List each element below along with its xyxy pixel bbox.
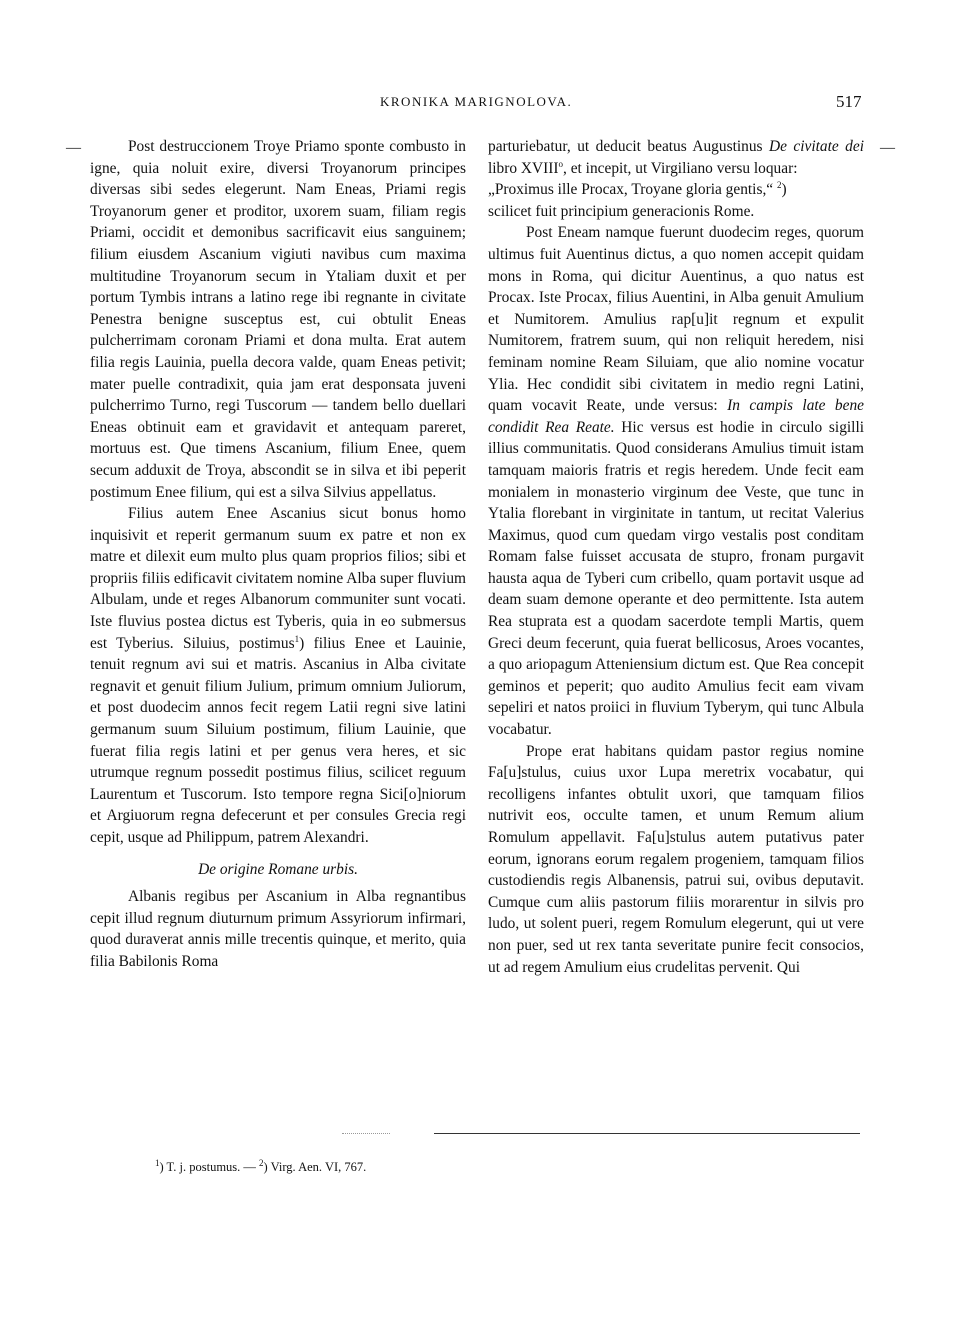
verse-quote-close: ): [781, 181, 787, 199]
paragraph-scilicet: scilicet fuit principium generacionis Rome.: [488, 202, 755, 220]
footnote-separator-short: [342, 1133, 390, 1134]
paragraph-reges: [488, 222, 864, 740]
footnote-2-mark: 2: [259, 1157, 264, 1168]
paragraph-ascanius: [90, 503, 466, 849]
verse-quote: [488, 179, 864, 201]
paragraph-ascanius-text-b: ) filius Enee et Lauinie, tenuit regnum avi sui et matris. Ascanius in Alba civitate regnavit et genuit filium Julium, primum omnium Juliorum, et post duodecim annos fecit regem Latii regni sive latini germanum suum Siluium postimum, filium Lauinie, que fuerat filia regis latini et per genus vera heres, et sic utrumque regnum possedit postimus filius, scilicet reguum Laurentum et Tuscorum. Isto tempore regna Sici[o]niorum et Argiuorum regna defecerunt et per consules Grecia regi cepit, usque ad Philippum, patrem Alexandri.: [90, 634, 467, 846]
footnote-2-text: ) Virg. Aen. VI, 767.: [263, 1160, 367, 1174]
footnote-separator: [434, 1133, 860, 1134]
right-margin-dash: —: [880, 140, 895, 156]
running-title: KRONIKA MARIGNOLOVA.: [380, 94, 573, 109]
footnote-ref-1: 1: [294, 633, 300, 644]
reges-text-b: Hic versus est hodie in circulo sigilli illius communitatis. Quod considerans Amulius timuit istam tamquam maioris fratris et regis heredem. Unde fecit eam monialem in monasterio virginum dee Veste, que tunc in Ytalia florebant in virginitate in tantum, ut recitat Valerius Maximus, quod cum quedam virgo vestalis post conditam Romam false fuisset accusata de stupro, fronam purgavit hausta aqua de Tyberi cum cribello, quam portavit usque ad deam suam demone operante et deo permittente. Ista autem Rea stuprata est a quodam sacerdote templi Martis, quem Greci deum fecerunt, quia fuerat bellicosus, Aroes vocantes, a quo ariopagum Atteniensium dictum est. Que Rea concepit geminos et peperit; quo audito Amulius fecit eam vivam sepeliri et natos proiici in fluvium Tyberym, qui tunc Albula vocabatur.: [488, 418, 864, 739]
right-column: [488, 136, 864, 978]
paragraph-troy: Post destruccionem Troye Priamo sponte combusto in igne, quia noluit exire, diversi Troyanorum principes diversas sibi sedes elegerunt. Nam Eneas, Priami regis Troyanorum gener et proditor, uxorem suam, filiam regis Priami, occidit et demonibus sacrificavit eius sanguinem; filium eiusdem Ascanium vigiuti navibus cum maxima multitudine Troyanorum secum in Ytaliam duxit et per portum Tymbis intrans a latino rege ibi regnante in civitate Penestra benigne susceptus est, cui obtulit Eneas pulcherrimam coronam Priami et dona multa. Erat autem filia regis Lauinia, puella decora valde, quam Eneas petivit; mater puelle contradixit, quia jam erat desponsata juveni pulcherrimo Turno, regi Tuscorum — tandem bello duellari Eneas obtinuit eam et gravidavit et antequam pareret, mortuus est. Que timens Ascanium, filium Enee, quem secum adduxit de Troya, abscondit se in silva et ibi peperit postimum Enee filium, qui est a silva Silvius appellatus.: [90, 138, 466, 501]
footnote-1-mark: 1: [155, 1157, 160, 1168]
reges-text-a: Post Eneam namque fuerunt duodecim reges, quorum ultimus fuit Auentinus dictus, a quo nomen accepit quidam mons in Roma, qui dicitur Auentinus, a quo natus est Procax. Iste Procax, filius Auentini, in Alba genuit Amulium et Numitorem. Amulius rap[u]it regnum et expulit Numitorem, fratrem suum, qui non reliquit heredem, nisi feminam nomine Ream Siluiam, que alio nomine vocatur Ylia. Hec condidit sibi civitatem in medio regni Latini, quam vocavit Reate, unde versus:: [488, 224, 864, 415]
paragraph-faustulus: Prope erat habitans quidam pastor regius nomine Fa[u]stulus, cuius uxor Lupa meretrix vocabatur, qui recolligens infantes obtulit uxori, que tamquam filios nutrivit eos, occulte tamen, et unum Remum alium Romulum appellavit. Fa[u]stulus autem putativus pater eorum, ignorans eorum regalem progeniem, tamquam filios custodiendis regis Albanensis, patrui sui, ovibus deputavit. Cumque cum aliis pastorum filiis morarentur in silvis pro ludo, ut solent pueri, regem Romulum elegerunt, qui ut vere non puer, sed ut rex tanta severitate punire fecit consocios, ut ad regem Amulium eius crudelitas pervenit. Qui: [488, 742, 864, 976]
left-column: [90, 136, 466, 973]
work-title: De civitate dei: [768, 138, 864, 155]
footnote-1-text: ) T. j. postumus. —: [159, 1160, 260, 1174]
paragraph-augustinus: [488, 136, 864, 179]
paragraph-ascanius-text-a: Filius autem Enee Ascanius sicut bonus homo inquisivit et reperit germanum suum ex patre et non ex matre et dilexit eum multo plus quam proprios filios; sibi et propriis filiis edificavit civitatem nomine Alba super fluvium Albulam, unde et reges Albanorum communiter sunt vocati. Iste fluvius postea dictus est Tyberis, quia in eo submersus est Tyberius. Siluius, postimus: [90, 505, 466, 652]
left-margin-dash: —: [66, 140, 81, 156]
verse-quote-text: „Proximus ille Procax, Troyane gloria gentis,“: [488, 181, 777, 199]
page-number: 517: [836, 92, 862, 111]
footnote-ref-2: 2: [776, 180, 782, 191]
ordinal-mark: o: [558, 158, 564, 169]
paragraph-albanis: Albanis regibus per Ascanium in Alba regnantibus cepit illud regnum diuturnum primum Assyriorum infirmari, quod duraverat annis mille trecentis quinque, et merito, quia filia Babilonis Roma: [90, 888, 466, 970]
footnotes: [155, 1157, 367, 1175]
reate-verse: In campis late bene condidit Rea Reate.: [488, 397, 864, 436]
section-heading: De origine Romane urbis.: [198, 860, 358, 878]
augustinus-text-c: , et incepit, ut Virgiliano versu loquar:: [563, 159, 798, 177]
augustinus-text-a: parturiebatur, ut deducit beatus Augustinus: [488, 138, 769, 155]
augustinus-text-b: libro XVIII: [488, 159, 559, 177]
